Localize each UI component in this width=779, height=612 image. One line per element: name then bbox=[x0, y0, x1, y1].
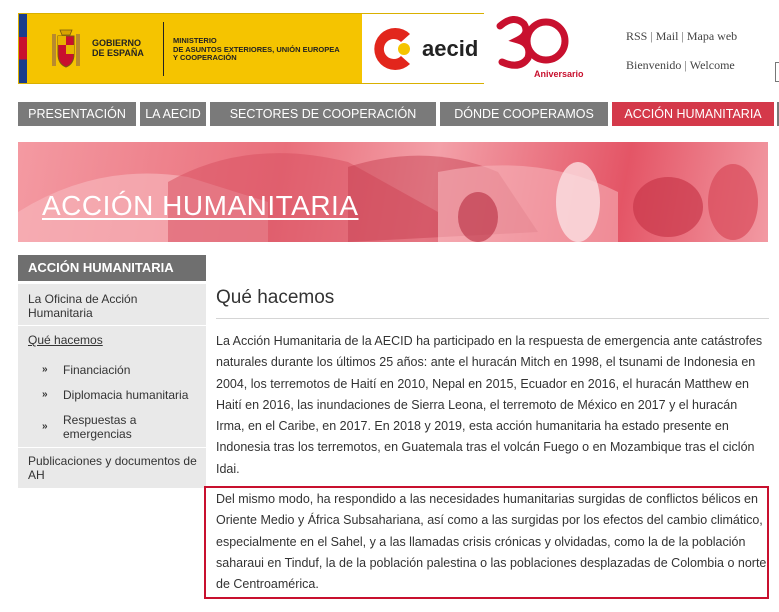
banner-title: ACCIÓN HUMANITARIA bbox=[42, 190, 359, 221]
link-separator: | bbox=[681, 29, 684, 43]
aecid-c-icon bbox=[370, 24, 420, 74]
anniversary-logo bbox=[494, 14, 586, 84]
utility-links bbox=[626, 29, 737, 44]
language-links bbox=[626, 58, 735, 73]
double-chevron-icon: » bbox=[42, 364, 48, 375]
double-chevron-icon: » bbox=[42, 389, 48, 400]
sidebar-item-publicaciones[interactable]: Publicaciones y documentos de AH bbox=[28, 454, 197, 482]
page-title: Qué hacemos bbox=[216, 287, 335, 308]
sidebar-divider bbox=[18, 325, 206, 326]
sidebar-item-oficina[interactable]: La Oficina de Acción Humanitaria bbox=[28, 292, 138, 320]
aecid-wordmark: aecid bbox=[422, 36, 479, 61]
aecid-logo[interactable] bbox=[362, 14, 484, 83]
intro-paragraph: La Acción Humanitaria de la AECID ha participado en la respuesta de emergencia ante catástrofes naturales durante los últimos 25 años: ante el huracán Mitch en 1998, el tsunami de Indonesia en 2004, los terremotos de Haití en 2010, Nepal en 2015, Ecuador en 2016, el huracán Matthew en Haití en 2016, las inundaciones de Sierra Leona, el terremoto de México en 2017 y el huracán Irma, en el Caribe, en 2017. En 2018 y 2019, esta acción humanitaria ha estado presente en Indonesia tras los terremotos, en Guatemala tras el volcán Fuego o en Mozambique tras el ciclón Idai. bbox=[216, 334, 763, 476]
section-banner bbox=[18, 142, 768, 242]
sidebar-item-que-hacemos[interactable]: Qué hacemos bbox=[28, 333, 103, 347]
government-name: GOBIERNO DE ESPAÑA bbox=[92, 38, 144, 58]
search-input-edge[interactable] bbox=[775, 62, 779, 82]
rss-link[interactable]: RSS bbox=[626, 29, 648, 43]
coat-of-arms-icon bbox=[49, 26, 83, 72]
government-logo-block[interactable] bbox=[18, 13, 484, 84]
nav-item-donde-cooperamos[interactable]: DÓNDE COOPERAMOS bbox=[440, 102, 608, 126]
nav-item-accion-humanitaria[interactable]: ACCIÓN HUMANITARIA bbox=[612, 102, 774, 126]
english-language-link[interactable]: Welcome bbox=[689, 58, 735, 72]
main-navigation bbox=[18, 102, 779, 126]
highlighted-paragraph: Del mismo modo, ha respondido a las necesidades humanitarias surgidas de conflictos bélicos en Oriente Medio y África Subsahariana, así como a las surgidas por los efectos del cambio climático, especialmente en el Sahel, y a las llamadas crisis crónicas y olvidadas, como la de la población saharaui en Tinduf, la de la población palestina o las poblaciones desplazadas de Colombia o norte de Centroamérica. bbox=[216, 492, 767, 592]
thirty-anniversary-icon bbox=[494, 14, 586, 72]
link-separator: | bbox=[684, 58, 687, 72]
anniversary-label: Aniversario bbox=[534, 69, 584, 79]
link-separator: | bbox=[650, 29, 653, 43]
flag-strip bbox=[19, 14, 27, 83]
sidebar-divider bbox=[18, 447, 206, 448]
nav-item-presentacion[interactable]: PRESENTACIÓN bbox=[18, 102, 136, 126]
mail-link[interactable]: Mail bbox=[655, 29, 679, 43]
site-map-link[interactable]: Mapa web bbox=[686, 29, 738, 43]
title-divider bbox=[216, 318, 769, 319]
sidebar-heading: ACCIÓN HUMANITARIA bbox=[18, 255, 206, 281]
nav-item-la-aecid[interactable]: LA AECID bbox=[140, 102, 206, 126]
nav-item-sectores[interactable]: SECTORES DE COOPERACIÓN bbox=[210, 102, 436, 126]
double-chevron-icon: » bbox=[42, 421, 48, 432]
spanish-language-link[interactable]: Bienvenido bbox=[626, 58, 682, 72]
sidebar-subitem-respuestas[interactable]: » Respuestas a emergencias bbox=[42, 413, 137, 441]
logo-divider bbox=[163, 22, 164, 76]
sidebar-menu: La Oficina de Acción Humanitaria Qué hacemos » Financiación » Diplomacia humanitaria » Respuestas a emergencias Publicaciones y documentos de AH bbox=[18, 284, 206, 488]
ministry-name: MINISTERIO DE ASUNTOS EXTERIORES, UNIÓN EUROPEA Y COOPERACIÓN bbox=[173, 36, 340, 62]
